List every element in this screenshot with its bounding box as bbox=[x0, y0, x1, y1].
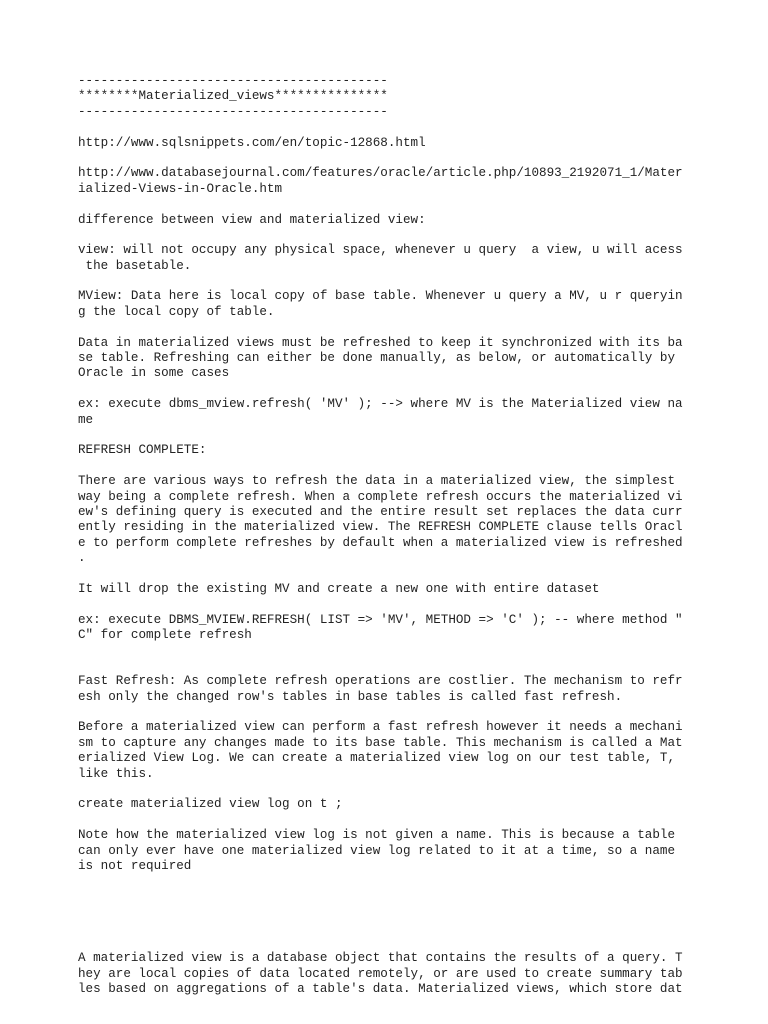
text-line: http://www.sqlsnippets.com/en/topic-12868.html bbox=[78, 135, 426, 150]
text-line: create materialized view log on t ; bbox=[78, 797, 343, 812]
text-line: like this. bbox=[78, 766, 154, 781]
text-line: Oracle in some cases bbox=[78, 366, 230, 381]
text-line: ********Materialized_views*************** bbox=[78, 89, 388, 104]
text-line: view: will not occupy any physical space, whenever u query a view, u will acess bbox=[78, 243, 683, 258]
text-line bbox=[78, 151, 718, 166]
text-line bbox=[78, 905, 718, 920]
text-line: esh only the changed row's tables in base tables is called fast refresh. bbox=[78, 689, 623, 704]
text-line: way being a complete refresh. When a complete refresh occurs the materialized vi bbox=[78, 489, 683, 504]
text-line bbox=[78, 643, 718, 658]
text-line bbox=[78, 936, 718, 951]
text-line bbox=[78, 567, 718, 582]
text-line bbox=[78, 920, 718, 935]
text-line bbox=[78, 382, 718, 397]
text-line: ----------------------------------------- bbox=[78, 74, 388, 88]
text-line: Before a materialized view can perform a fast refresh however it needs a mechani bbox=[78, 720, 683, 735]
text-line bbox=[78, 890, 718, 905]
text-line: C" for complete refresh bbox=[78, 628, 252, 643]
text-line bbox=[78, 659, 718, 674]
text-line bbox=[78, 459, 718, 474]
text-line bbox=[78, 782, 718, 797]
text-line: ently residing in the materialized view. The REFRESH COMPLETE clause tells Oracl bbox=[78, 520, 683, 535]
text-line: ialized-Views-in-Oracle.htm bbox=[78, 181, 283, 196]
text-line: sm to capture any changes made to its base table. This mechanism is called a Mat bbox=[78, 735, 683, 750]
text-line bbox=[78, 320, 718, 335]
text-line: les based on aggregations of a table's data. Materialized views, which store dat bbox=[78, 982, 683, 997]
text-line: difference between view and materialized view: bbox=[78, 212, 426, 227]
text-line: ex: execute DBMS_MVIEW.REFRESH( LIST => 'MV', METHOD => 'C' ); -- where method " bbox=[78, 612, 683, 627]
text-line bbox=[78, 874, 718, 889]
text-line: MView: Data here is local copy of base table. Whenever u query a MV, u r queryin bbox=[78, 289, 683, 304]
text-line: e to perform complete refreshes by default when a materialized view is refreshed bbox=[78, 535, 683, 550]
text-line: Fast Refresh: As complete refresh operations are costlier. The mechanism to refr bbox=[78, 674, 683, 689]
text-line: me bbox=[78, 412, 94, 427]
text-line: can only ever have one materialized view log related to it at a time, so a name bbox=[78, 843, 676, 858]
text-line: the basetable. bbox=[78, 258, 192, 273]
text-line: There are various ways to refresh the data in a materialized view, the simplest bbox=[78, 474, 676, 489]
text-line: erialized View Log. We can create a materialized view log on our test table, T, bbox=[78, 751, 676, 766]
text-line bbox=[78, 705, 718, 720]
text-line: ew's defining query is executed and the entire result set replaces the data curr bbox=[78, 504, 683, 519]
text-line bbox=[78, 120, 718, 135]
text-line: hey are local copies of data located remotely, or are used to create summary tab bbox=[78, 966, 683, 981]
text-line: A materialized view is a database object that contains the results of a query. T bbox=[78, 951, 683, 966]
text-line: REFRESH COMPLETE: bbox=[78, 443, 207, 458]
text-line bbox=[78, 274, 718, 289]
text-line: ex: execute dbms_mview.refresh( 'MV' ); --> where MV is the Materialized view na bbox=[78, 397, 683, 412]
text-line bbox=[78, 197, 718, 212]
text-line: is not required bbox=[78, 858, 192, 873]
text-line: Data in materialized views must be refreshed to keep it synchronized with its ba bbox=[78, 335, 683, 350]
text-line bbox=[78, 228, 718, 243]
text-line bbox=[78, 428, 718, 443]
text-line: g the local copy of table. bbox=[78, 304, 275, 319]
text-line: se table. Refreshing can either be done manually, as below, or automatically by bbox=[78, 351, 676, 366]
text-line: http://www.databasejournal.com/features/oracle/article.php/10893_2192071_1/Mater bbox=[78, 166, 683, 181]
document-body bbox=[78, 74, 718, 997]
text-line: . bbox=[78, 551, 86, 566]
text-line: Note how the materialized view log is not given a name. This is because a table bbox=[78, 828, 676, 843]
text-line bbox=[78, 813, 718, 828]
text-line: ----------------------------------------- bbox=[78, 104, 388, 119]
text-line bbox=[78, 597, 718, 612]
text-line: It will drop the existing MV and create a new one with entire dataset bbox=[78, 581, 600, 596]
